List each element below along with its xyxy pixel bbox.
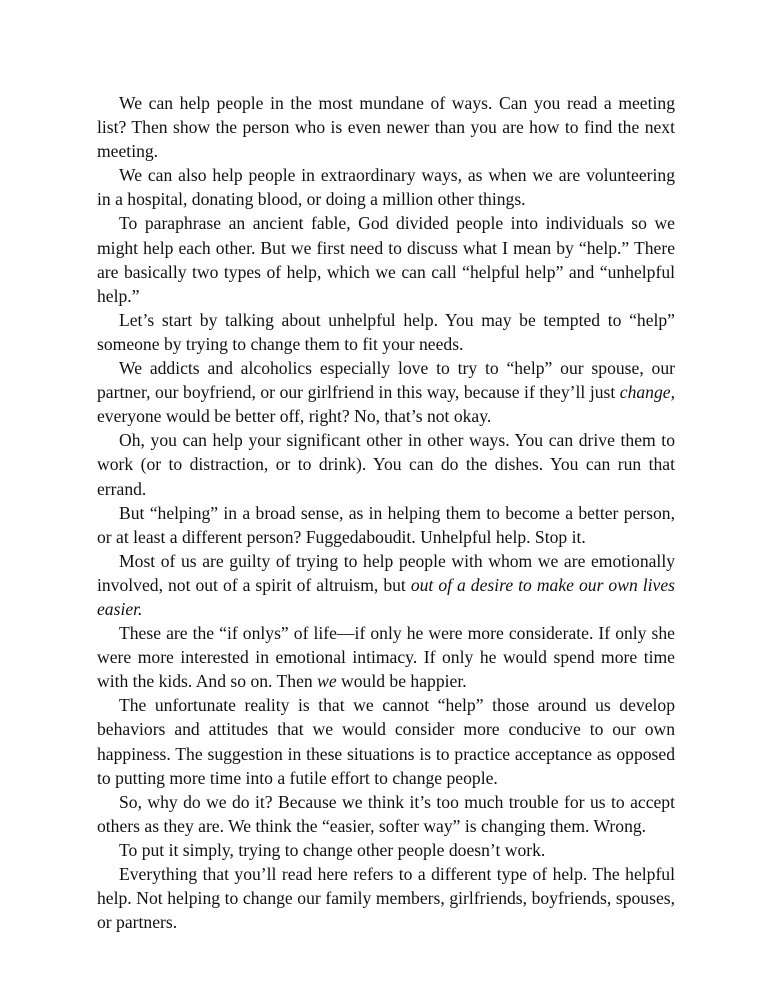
text-run: But “helping” in a broad sense, as in helping them to become a better person, or at least a different person? Fuggedaboudit. Unhelpful help. Stop it. — [97, 502, 675, 547]
text-run: Most of us are guilty of trying to help people with whom we are emotionally involved, not out of a spirit of altruism, but — [97, 550, 675, 595]
paragraph — [97, 621, 675, 693]
text-run: would be happier. — [336, 671, 467, 692]
text-run: We can also help people in extraordinary ways, as when we are volunteering in a hospital, donating blood, or doing a million other things. — [97, 165, 675, 210]
italic-text: we — [317, 671, 337, 692]
text-run: We can help people in the most mundane of ways. Can you read a meeting list? Then show the person who is even newer than you are how to find the next meeting. — [97, 93, 675, 162]
text-run: To paraphrase an ancient fable, God divided people into individuals so we might help each other. But we first need to discuss what I mean by “help.” There are basically two types of help, which we can call “helpful help” and “unhelpful help.” — [97, 213, 675, 306]
text-run: everyone would be better off, right? No, that’s not okay. — [97, 406, 492, 427]
text-run: To put it simply, trying to change other people doesn’t work. — [119, 839, 546, 860]
paragraph — [97, 790, 675, 838]
text-run: Let’s start by talking about unhelpful help. You may be tempted to “help” someone by trying to change them to fit your needs. — [97, 309, 675, 354]
paragraph — [97, 211, 675, 307]
text-run: So, why do we do it? Because we think it’s too much trouble for us to accept others as they are. We think the “easier, softer way” is changing them. Wrong. — [97, 791, 675, 836]
paragraph — [97, 549, 675, 621]
paragraph — [97, 693, 675, 789]
paragraph — [97, 91, 675, 163]
italic-text: out of a desire to make our own lives easier. — [97, 574, 675, 619]
text-run: These are the “if onlys” of life—if only he were more considerate. If only she were more interested in emotional intimacy. If only he would spend more time with the kids. And so on. Then — [97, 623, 675, 692]
paragraph — [97, 163, 675, 211]
paragraph — [97, 838, 675, 862]
paragraph — [97, 862, 675, 934]
text-run: The unfortunate reality is that we cannot “help” those around us develop behaviors and attitudes that we would consider more conducive to our own happiness. The suggestion in these situations is to practice acceptance as opposed to putting more time into a futile effort to change people. — [97, 695, 675, 788]
text-run: We addicts and alcoholics especially love to try to “help” our spouse, our partner, our boyfriend, or our girlfriend in this way, because if they’ll just — [97, 358, 675, 403]
text-run: Oh, you can help your significant other in other ways. You can drive them to work (or to distraction, or to drink). You can do the dishes. You can run that errand. — [97, 430, 675, 499]
italic-text: change, — [619, 382, 675, 403]
paragraph — [97, 356, 675, 428]
page-body — [97, 91, 675, 934]
paragraph — [97, 308, 675, 356]
paragraph — [97, 428, 675, 500]
paragraph — [97, 501, 675, 549]
text-run: Everything that you’ll read here refers to a different type of help. The helpful help. Not helping to change our family members, girlfriends, boyfriends, spouses, or partners. — [97, 864, 675, 933]
